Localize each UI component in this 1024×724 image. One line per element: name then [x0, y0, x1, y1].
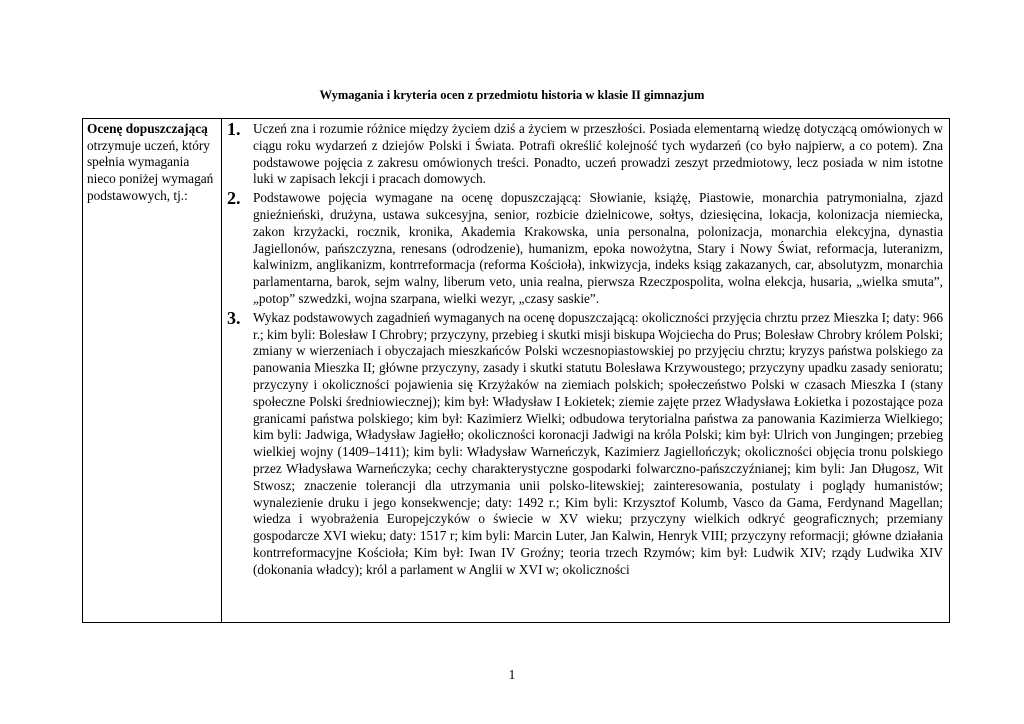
item-text: Uczeń zna i rozumie różnice między życiem dziś a życiem w przeszłości. Posiada elementarną wiedzę dotyczącą omówionych w ciągu roku wydarzeń z dziejów Polski i Świata. Potrafi określić kolejność tych wydarzeń (co było najpierw, a co potem). Zna podstawowe pojęcia z zakresu omówionych treści. Ponadto, uczeń prowadzi zeszyt przedmiotowy, lecz posiada w nim istotne luki w zapisach lekcji i pracach domowych. — [253, 121, 943, 187]
list-item — [224, 308, 943, 579]
item-text: Wykaz podstawowych zagadnień wymaganych na ocenę dopuszczającą: okoliczności przyjęcia chrztu przez Mieszka I; daty: 966 r.; kim byli: Bolesław I Chrobry; przyczyny, przebieg i skutki misji biskupa Wojciecha do Prus; Bolesław Chrobry królem Polski; zmiany w wierzeniach i obyczajach mieszkańców Polski wczesnopiastowskiej po przyjęciu chrztu; kryzys państwa polskiego za panowania Mieszka II; główne przyczyny, zasady i skutki statutu Bolesława Krzywoustego; przyczyny upadku zasady senioratu; przyczyny i okoliczności pojawienia się Krzyżaków na ziemiach polskich; społeczeństwo Polski w czasach Mieszka I (stany społeczne Polski średniowiecznej); kim był: Władysław I Łokietek; ziemie zajęte przez Władysława Łokietka i pozostające poza granicami państwa polskiego; kim był: Kazimierz Wielki; odbudowa terytorialna państwa za panowania Kazimierza Wielkiego; kim byli: Jadwiga, Władysław Jagiełło; okoliczności koronacji Jadwigi na króla Polski; kim był: Ulrich von Jungingen; przebieg wielkiej wojny (1409–1411); kim byli: Władysław Warneńczyk, Kazimierz Jagiellończyk; okoliczności objęcia tronu polskiego przez Władysława Warneńczyka; cechy charakterystyczne gospodarki folwarczno-pańszczyźnianej; kim byli: Jan Długosz, Wit Stwosz; znaczenie tolerancji dla utrzymania unii polsko-litewskiej; zainteresowania, postulaty i poglądy humanistów; wynalezienie druku i jego konsekwencje; daty: 1492 r.; Kim byli: Krzysztof Kolumb, Vasco da Gama, Ferdynand Magellan; wiedza i wyobrażenia Europejczyków o świecie w XV wieku; przyczyny wielkich odkryć geograficznych; przemiany gospodarcze XVI wieku; daty: 1517 r; kim byli: Marcin Luter, Jan Kalwin, Henryk VIII; przyczyny reformacji; główne działania kontrreformacyjne Kościoła; Kim był: Iwan IV Groźny; teoria trzech Rzymów; kim był: Ludwik XIV; rządy Ludwika XIV (dokonania władcy); król a parlament w Anglii w XVI w; okoliczności — [253, 309, 943, 577]
list-item — [224, 119, 943, 188]
item-number: 2. — [227, 188, 241, 209]
grade-label: Ocenę dopuszczającą — [87, 121, 208, 136]
requirements-list — [224, 119, 943, 622]
requirements-cell — [222, 119, 950, 623]
list-item — [224, 188, 943, 308]
item-number: 1. — [227, 119, 241, 139]
requirements-table — [82, 118, 950, 623]
document-title: Wymagania i kryteria ocen z przedmiotu historia w klasie II gimnazjum — [319, 88, 705, 102]
item-number: 3. — [227, 307, 241, 328]
grade-description: otrzymuje uczeń, który spełnia wymagania nieco poniżej wymagań podstawowych, tj.: — [87, 137, 214, 203]
item-text: Podstawowe pojęcia wymagane na ocenę dopuszczającą: Słowianie, książę, Piastowie, monarchia patrymonialna, zjazd gnieźnieński, drużyna, ustawa sukcesyjna, senior, rozbicie dzielnicowe, sołtys, dziesięcina, lokacja, kolonizacja niemiecka, zakon krzyżacki, rocznik, kronika, Akademia Krakowska, unia personalna, polonizacja, monarchia elekcyjna, dynastia Jagiellonów, pańszczyzna, renesans (odrodzenie), humanizm, epoka nowożytna, Stary i Nowy Świat, reformacja, luteranizm, kalwinizm, anglikanizm, kontrreformacja (reforma Kościoła), inkwizycja, indeks ksiąg zakazanych, car, absolutyzm, monarchia parlamentarna, barok, sejm walny, liberum veto, unia realna, pierwsza Rzeczpospolita, wolna elekcja, husaria, „wielka smuta”, „potop” szwedzki, wojna szarpana, wielki wezyr, „czasy saskie”. — [253, 190, 943, 306]
grade-cell — [83, 119, 222, 623]
page-number: 1 — [508, 667, 516, 682]
table-row — [83, 119, 950, 623]
